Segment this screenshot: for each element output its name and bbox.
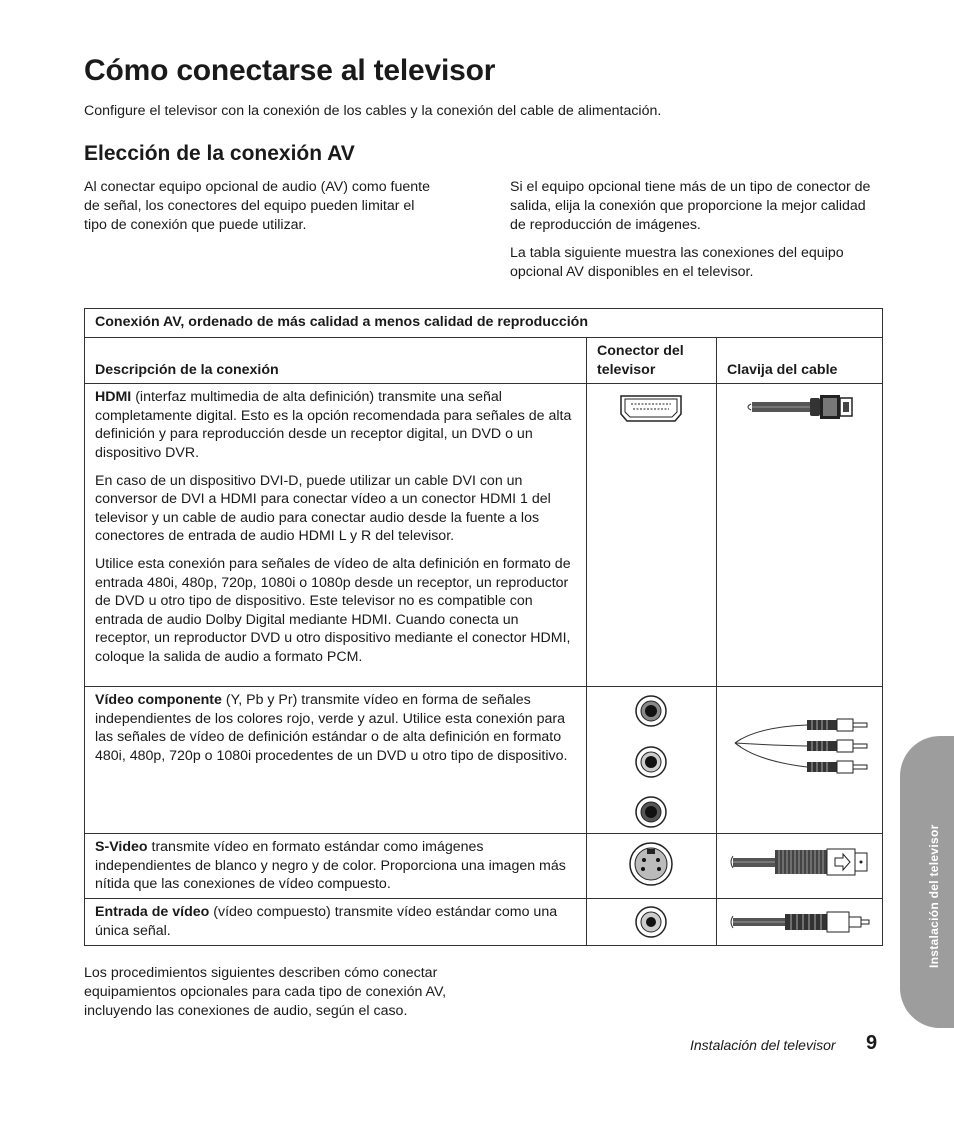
svideo-cable-plug-cell	[717, 834, 883, 899]
side-tab-label: Instalación del televisor	[927, 824, 941, 968]
rca-plug-icon	[807, 719, 867, 731]
rca-jack-icon	[636, 747, 666, 777]
connection-table	[84, 308, 883, 946]
svideo-name: S-Video	[95, 839, 148, 856]
hdmi-cable-plug-cell	[717, 384, 883, 687]
col-header-cable-plug: Clavija del cable	[717, 338, 883, 384]
hdmi-plug-icon	[717, 384, 882, 434]
svideo-paragraph	[95, 838, 576, 894]
col-header-tv-connector: Conector del televisor	[587, 338, 717, 384]
composite-paragraph	[95, 903, 576, 940]
rca-plug-icon	[807, 740, 867, 752]
hdmi-paragraph-2: En caso de un dispositivo DVI-D, puede utilizar un cable DVI con un conversor de DVI a HDMI para conectar vídeo a un conector HDMI 1 del televisor y un cable de audio para conectar audio desde la fuente a los conectores de entrada de audio HDMI L y R del televisor.	[95, 472, 551, 545]
component-text: (Y, Pb y Pr) transmite vídeo en forma de señales independientes de los colores rojo, verde y azul. Utilice esta conexión para las señales de vídeo de definición estándar o de alta definición en formato 480i, 480p, 720p o 1080i procedentes de un DVD u otro tipo de dispositivo.	[95, 692, 568, 764]
table-caption-row	[85, 309, 883, 338]
composite-cable-plug-cell	[717, 899, 883, 946]
table-row	[85, 834, 883, 899]
composite-jack-icon	[587, 899, 716, 945]
col-header-description: Descripción de la conexión	[85, 338, 587, 384]
section-title: Elección de la conexión AV	[84, 142, 355, 165]
svideo-description	[85, 834, 587, 899]
hdmi-tv-connector-cell	[587, 384, 717, 687]
footnote-text: Los procedimientos siguientes describen cómo conectar equipamientos opcionales para cada tipo de conexión AV, incluyendo las conexiones de audio, según el caso.	[84, 965, 447, 1019]
hdmi-name: HDMI	[95, 389, 132, 406]
hdmi-description	[85, 384, 587, 687]
component-tv-connector-cell	[587, 687, 717, 834]
svideo-plug-icon	[717, 834, 882, 898]
rca-plug-icon	[807, 761, 867, 773]
left-column	[84, 178, 434, 244]
table-row	[85, 899, 883, 946]
left-col-paragraph: Al conectar equipo opcional de audio (AV) como fuente de señal, los conectores del equipo pueden limitar el tipo de conexión que puede utilizar.	[84, 179, 430, 233]
composite-description	[85, 899, 587, 946]
intro-text: Configure el televisor con la conexión de los cables y la conexión del cable de alimentación.	[84, 103, 662, 119]
right-col-paragraph-2: La tabla siguiente muestra las conexiones del equipo opcional AV disponibles en el televisor.	[510, 245, 844, 280]
right-column	[510, 178, 882, 291]
page-number: 9	[866, 1032, 878, 1054]
table-row	[85, 687, 883, 834]
composite-name: Entrada de vídeo	[95, 904, 210, 921]
component-description	[85, 687, 587, 834]
rca-jack-icon	[636, 696, 666, 726]
footer-section-title: Instalación del televisor	[690, 1037, 836, 1053]
hdmi-paragraph-1	[95, 388, 576, 462]
table-header-row	[85, 338, 883, 384]
hdmi-text: (interfaz multimedia de alta definición) transmite una señal completamente digital. Esto es la opción recomendada para señales de alta definición y para reproducción desde un receptor digital, un DVD o un dispositivo DVR.	[95, 389, 572, 461]
component-jacks-icon	[587, 687, 716, 833]
svideo-port-icon	[587, 834, 716, 898]
composite-plug-icon	[717, 899, 882, 945]
page-title: Cómo conectarse al televisor	[84, 54, 496, 87]
component-cable-plug-cell	[717, 687, 883, 834]
table-row	[85, 384, 883, 687]
right-col-paragraph-1: Si el equipo opcional tiene más de un tipo de conector de salida, elija la conexión que proporcione la mejor calidad de reproducción de imágenes.	[510, 179, 871, 233]
rca-jack-icon	[636, 797, 666, 827]
svideo-text: transmite vídeo en formato estándar como imágenes independientes de blanco y negro y de color. Proporciona una imagen más nítida que las conexiones de vídeo compuesto.	[95, 839, 566, 893]
svideo-tv-connector-cell	[587, 834, 717, 899]
component-name: Vídeo componente	[95, 692, 222, 709]
composite-text: (vídeo compuesto) transmite vídeo estándar como una única señal.	[95, 904, 558, 939]
hdmi-port-icon	[587, 384, 716, 434]
table-caption: Conexión AV, ordenado de más calidad a menos calidad de reproducción	[85, 309, 883, 338]
hdmi-paragraph-3: Utilice esta conexión para señales de vídeo de alta definición en formato de entrada 480i, 480p, 720p, 1080i o 1080p desde un receptor, un reproductor de DVD u otro tipo de dispositivo. Este televisor no es compatible con entrada de audio Dolby Digital mediante HDMI. Cuando conecta un receptor, un reproductor DVD u otro dispositivo mediante el conector HDMI, coloque la salida de audio a formato PCM.	[95, 555, 571, 665]
composite-tv-connector-cell	[587, 899, 717, 946]
component-plugs-icon	[717, 687, 882, 833]
component-paragraph	[95, 691, 576, 765]
